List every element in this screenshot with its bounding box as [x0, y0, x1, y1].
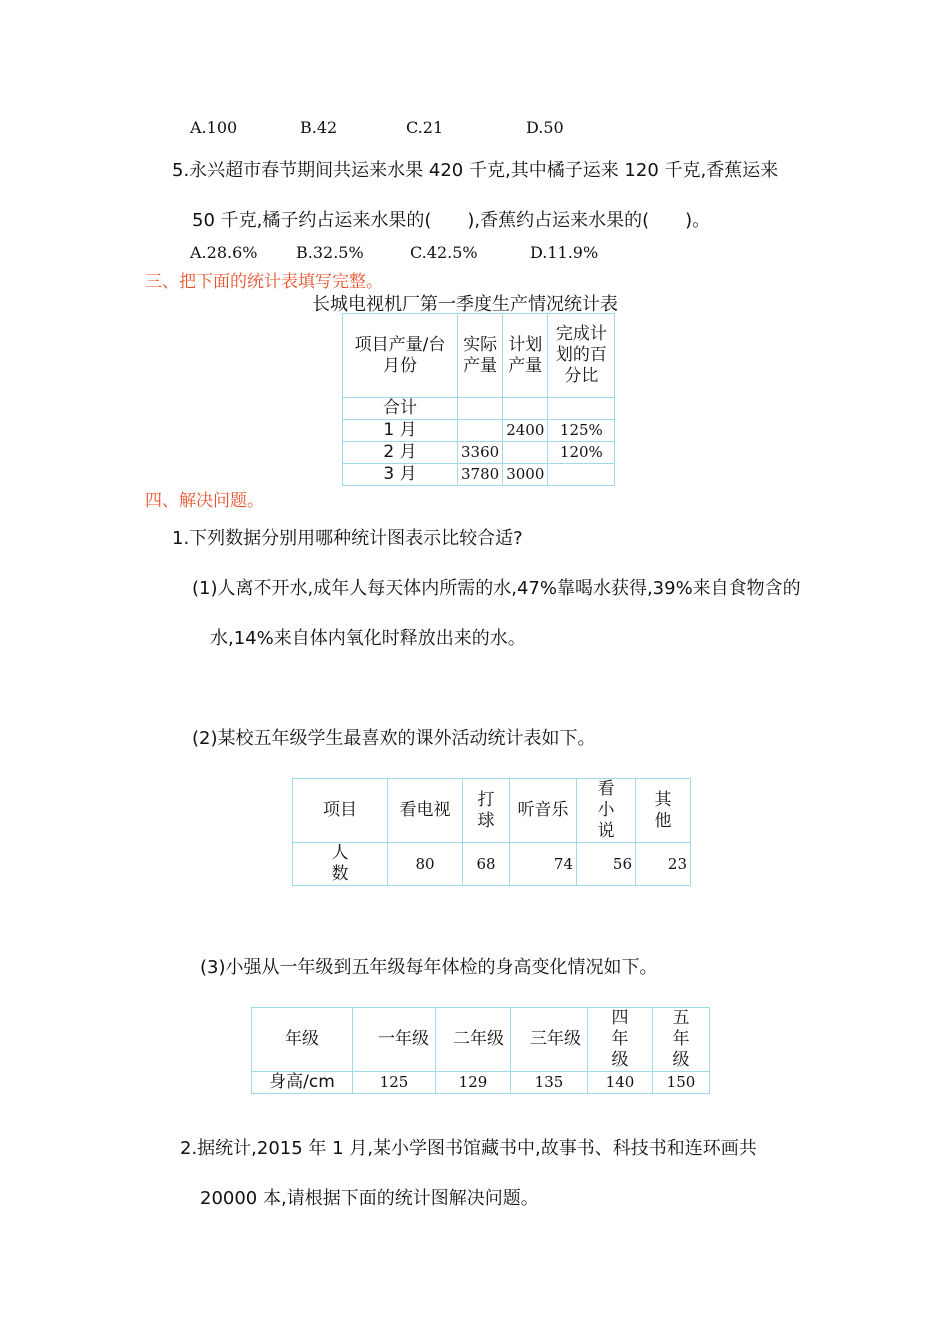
activity-table	[292, 778, 691, 886]
activity-value-tv: 80	[388, 843, 463, 886]
cell-total-pct	[548, 398, 615, 420]
activity-header-label: 项目	[293, 779, 388, 843]
height-value-3: 135	[511, 1072, 588, 1094]
q5-option-d: D.11.9%	[530, 243, 599, 262]
option-c: C.21	[406, 118, 444, 137]
activity-value-music: 74	[510, 843, 577, 886]
activity-value-ball: 68	[463, 843, 510, 886]
activity-item-novel: 看小说	[577, 779, 636, 843]
cell-feb-plan	[503, 442, 548, 464]
row-mar-label: 3 月	[343, 464, 458, 486]
height-grade-2: 二年级	[436, 1008, 511, 1072]
activity-item-tv: 看电视	[388, 779, 463, 843]
q5-line2: 50 千克,橘子约占运来水果的( ),香蕉约占运来水果的( )。	[192, 210, 711, 231]
section3-heading: 三、把下面的统计表填写完整。	[145, 272, 383, 292]
height-row-label: 身高/cm	[252, 1072, 353, 1094]
q2-line1: 2.据统计,2015 年 1 月,某小学图书馆藏书中,故事书、科技书和连环画共	[180, 1138, 757, 1159]
section4-heading: 四、解决问题。	[145, 491, 264, 511]
q5-option-a: A.28.6%	[190, 243, 258, 262]
q1-3-text: (3)小强从一年级到五年级每年体检的身高变化情况如下。	[200, 957, 658, 978]
cell-mar-plan: 3000	[503, 464, 548, 486]
q5-option-b: B.32.5%	[296, 243, 364, 262]
activity-value-novel: 56	[577, 843, 636, 886]
header-percent: 完成计划的百分比	[548, 314, 615, 398]
q1-1-line2: 水,14%来自体内氧化时释放出来的水。	[210, 628, 526, 649]
cell-feb-actual: 3360	[458, 442, 503, 464]
height-grade-3: 三年级	[511, 1008, 588, 1072]
q5-line1: 5.永兴超市春节期间共运来水果 420 千克,其中橘子运来 120 千克,香蕉运来	[172, 160, 779, 181]
height-value-2: 129	[436, 1072, 511, 1094]
header-plan: 计划产量	[503, 314, 548, 398]
activity-item-music: 听音乐	[510, 779, 577, 843]
height-value-1: 125	[353, 1072, 436, 1094]
cell-jan-actual	[458, 420, 503, 442]
cell-mar-pct	[548, 464, 615, 486]
activity-value-other: 23	[636, 843, 691, 886]
option-b: B.42	[300, 118, 338, 137]
header-actual: 实际产量	[458, 314, 503, 398]
height-value-5: 150	[653, 1072, 710, 1094]
row-total-label: 合计	[343, 398, 458, 420]
activity-item-other: 其他	[636, 779, 691, 843]
q1-1-line1: (1)人离不开水,成年人每天体内所需的水,47%靠喝水获得,39%来自食物含的	[192, 578, 801, 599]
height-grade-1: 一年级	[353, 1008, 436, 1072]
cell-feb-pct: 120%	[548, 442, 615, 464]
q2-line2: 20000 本,请根据下面的统计图解决问题。	[200, 1188, 539, 1209]
height-grade-5: 五年级	[653, 1008, 710, 1072]
activity-item-ball: 打球	[463, 779, 510, 843]
table-title: 长城电视机厂第一季度生产情况统计表	[312, 294, 618, 315]
height-value-4: 140	[588, 1072, 653, 1094]
option-d: D.50	[526, 118, 564, 137]
header-item-month: 项目产量/台 月份	[343, 314, 458, 398]
option-a: A.100	[190, 118, 238, 137]
height-header-label: 年级	[252, 1008, 353, 1072]
height-table	[251, 1007, 710, 1094]
cell-jan-plan: 2400	[503, 420, 548, 442]
q1-2-text: (2)某校五年级学生最喜欢的课外活动统计表如下。	[192, 728, 596, 749]
height-grade-4: 四年级	[588, 1008, 653, 1072]
cell-mar-actual: 3780	[458, 464, 503, 486]
cell-total-actual	[458, 398, 503, 420]
production-table	[342, 313, 615, 486]
row-feb-label: 2 月	[343, 442, 458, 464]
cell-total-plan	[503, 398, 548, 420]
cell-jan-pct: 125%	[548, 420, 615, 442]
q1-text: 1.下列数据分别用哪种统计图表示比较合适?	[172, 528, 523, 549]
activity-row-label: 人数	[293, 843, 388, 886]
q5-option-c: C.42.5%	[410, 243, 478, 262]
row-jan-label: 1 月	[343, 420, 458, 442]
